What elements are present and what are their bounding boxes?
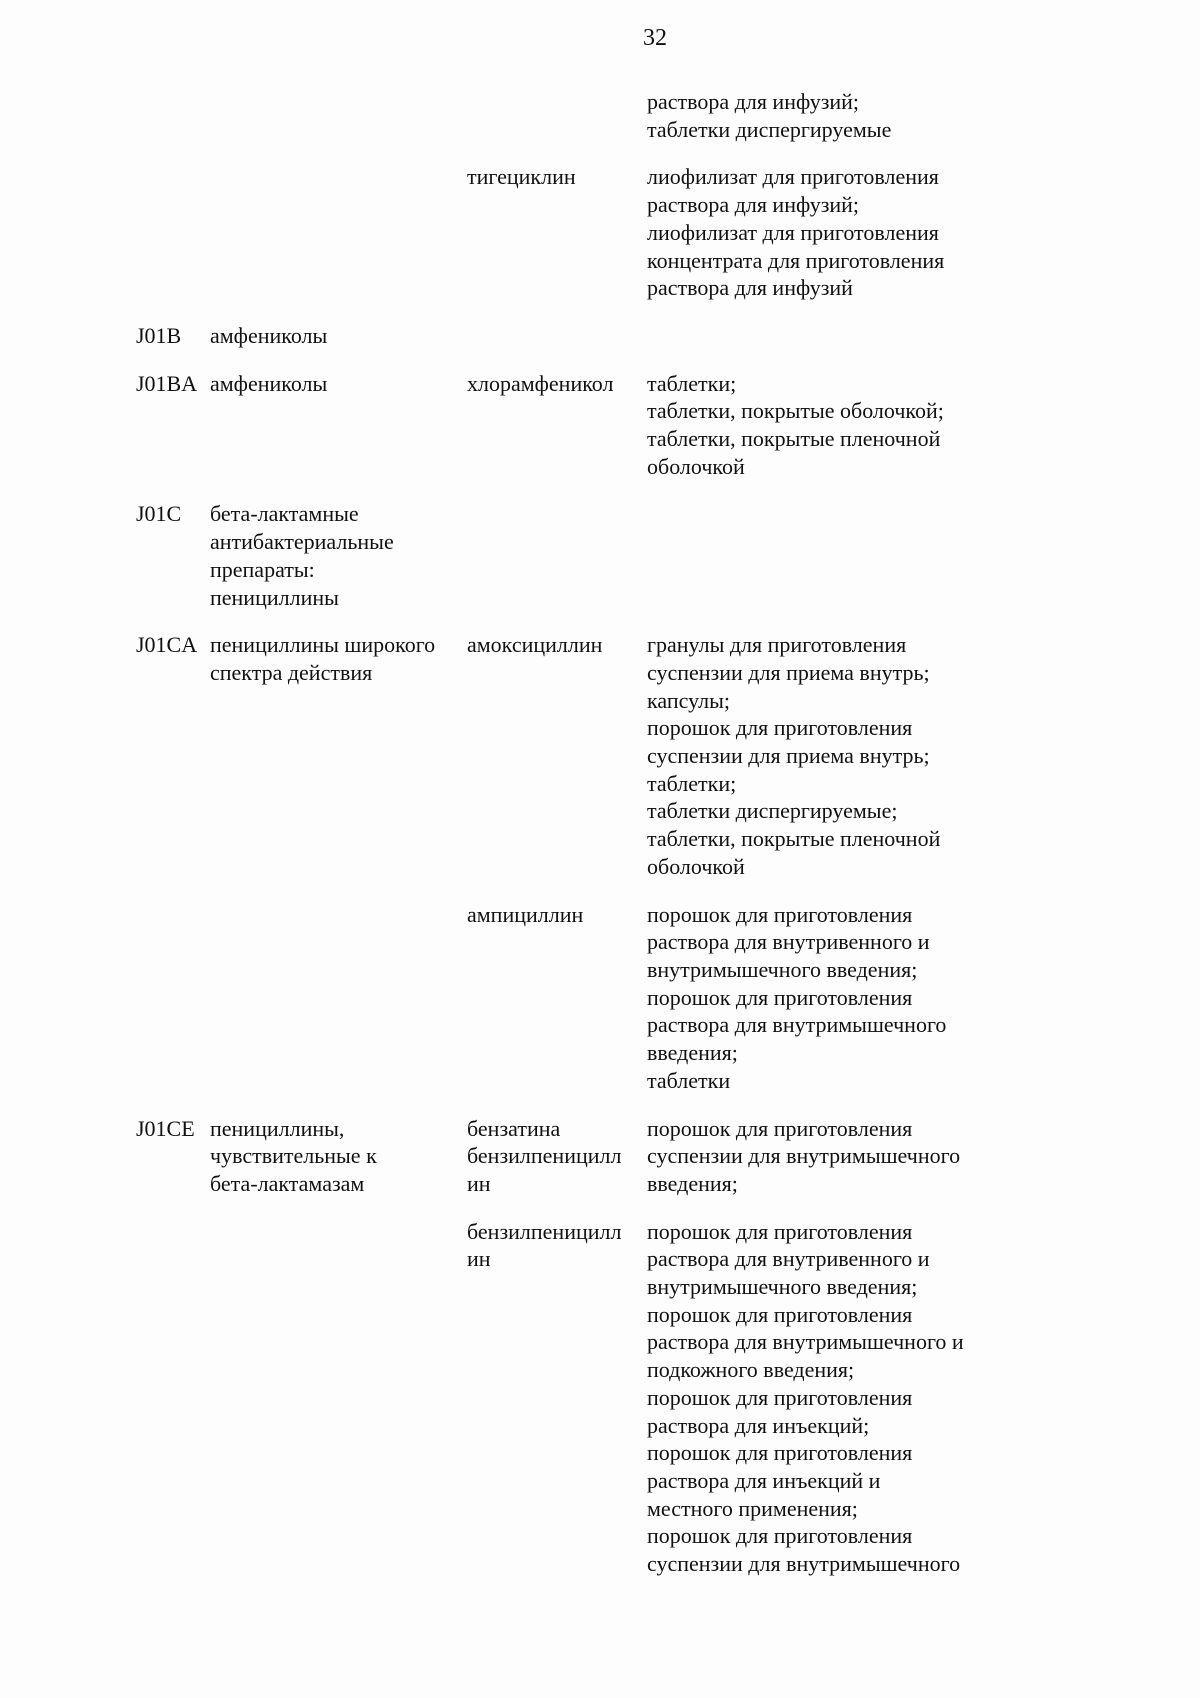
atc-code: J01C xyxy=(136,501,182,527)
atc-group: амфениколы xyxy=(210,322,328,348)
table-row xyxy=(128,901,1068,1095)
dosage-forms: порошок для приготовления раствора для внутривенного и внутримышечного введения; порошок для приготовления раствора для внутримышечного введения; таблетки xyxy=(647,901,947,1093)
dosage-forms: лиофилизат для приготовления раствора для инфузий; лиофилизат для приготовления концентрата для приготовления раствора для инфузий xyxy=(647,164,945,301)
dosage-forms: порошок для приготовления суспензии для внутримышечного введения; xyxy=(647,1115,961,1196)
atc-code: J01B xyxy=(136,322,182,348)
drug-name: хлорамфеникол xyxy=(467,370,614,396)
page-number: 32 xyxy=(643,25,667,51)
dosage-forms: гранулы для приготовления суспензии для приема внутрь; капсулы; порошок для приготовления суспензии для приема внутрь; таблетки; таблетки диспергируемые; таблетки, покрытые пленочной оболочкой xyxy=(647,632,941,879)
drug-name: бензатина бензилпеницилл ин xyxy=(467,1115,622,1196)
table-row xyxy=(128,1218,1068,1578)
drug-name: тигециклин xyxy=(467,164,576,190)
table-row xyxy=(128,631,1068,880)
table-row xyxy=(128,1115,1068,1198)
table-row xyxy=(128,322,1068,350)
atc-group: пенициллины широкого спектра действия xyxy=(210,632,436,685)
atc-code: J01CE xyxy=(136,1115,195,1141)
table-row xyxy=(128,88,1068,143)
table-row xyxy=(128,163,1068,302)
drug-name: бензилпеницилл ин xyxy=(467,1218,622,1272)
table-row xyxy=(128,370,1068,481)
drug-name: амоксициллин xyxy=(467,632,603,658)
dosage-forms: раствора для инфузий; таблетки диспергируемые xyxy=(647,89,892,142)
atc-group: пенициллины, чувствительные к бета-лактамазам xyxy=(210,1115,377,1196)
drug-name: ампициллин xyxy=(467,901,584,927)
atc-group: амфениколы xyxy=(210,370,328,396)
dosage-forms: порошок для приготовления раствора для внутривенного и внутримышечного введения; порошок для приготовления раствора для внутримышечного и подкожного введения; порошок для приготовления раствора для инъекций; порошок для приготовления раствора для инъекций и местного применения; порошок для приготовления суспензии для внутримышечного xyxy=(647,1218,964,1577)
drug-list-table xyxy=(128,88,1068,1598)
dosage-forms: таблетки; таблетки, покрытые оболочкой; таблетки, покрытые пленочной оболочкой xyxy=(647,370,944,479)
table-row xyxy=(128,500,1068,611)
atc-code: J01CA xyxy=(136,632,198,658)
atc-group: бета-лактамные антибактериальные препараты: пенициллины xyxy=(210,501,394,610)
atc-code: J01BA xyxy=(136,370,198,396)
